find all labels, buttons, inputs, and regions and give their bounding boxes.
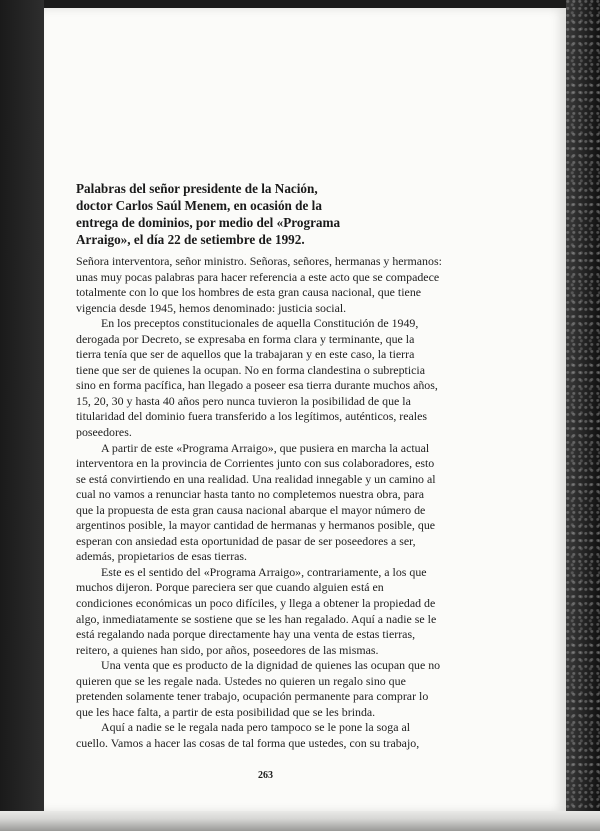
body-text-line: condiciones económicas un poco difíciles, y llega a obtener la propiedad de [76,596,436,611]
body-text-line: que les hace falta, a partir de esta posibilidad que se les brinda. [76,704,376,719]
body-text-line: argentinos posible, la mayor cantidad de hermanas y hermanos posible, que [76,518,436,533]
body-text-line: Aquí a nadie se le regala nada pero tampoco se le pone la soga al [101,720,411,735]
body-text-line: A partir de este «Programa Arraigo», que pusiera en marcha la actual [101,440,430,455]
body-text-line: que la propuesta de esta gran causa nacional abarque el mayor número de [76,502,426,517]
body-text-line: derogada por Decreto, se expresaba en forma clara y terminante, que la [76,331,415,346]
speech-heading [76,180,376,248]
body-text-line: unas muy pocas palabras para hacer referencia a este acto que se compadece [76,269,440,284]
scan-bottom-border [0,811,600,831]
body-text-line: tierra tenía que ser de aquellos que la trabajaran y en este caso, la tierra [76,347,415,362]
body-text-line: además, propietarios de esas tierras. [76,549,248,564]
body-text-line: reitero, a quienes han sido, por años, poseedores de las mismas. [76,642,379,657]
body-text-line: interventora en la provincia de Corrientes junto con sus colaboradores, esto [76,456,435,471]
body-text-line: quieren que se les regale nada. Ustedes no quieren un regalo sino que [76,673,406,688]
scan-left-border [0,0,44,831]
scan-right-border [566,0,600,831]
page-number: 263 [258,770,273,781]
body-text-line: totalmente con lo que los hombres de esta gran causa nacional, que tiene [76,285,422,300]
body-text-line: muchos dijeron. Porque pareciera ser que cuando alguien está en [76,580,384,595]
speech-body [76,254,496,752]
body-text-line: está regalando nada porque directamente hay una venta de estas tierras, [76,627,416,642]
body-text-line: cuello. Vamos a hacer las cosas de tal forma que ustedes, con su trabajo, [76,735,420,750]
body-text-line: En los preceptos constitucionales de aquella Constitución de 1949, [101,316,419,331]
body-text-line: vigencia desde 1945, hemos denominado: justicia social. [76,300,347,315]
heading-line: entrega de dominios, por medio del «Programa [76,215,341,230]
body-text-line: Este es el sentido del «Programa Arraigo», contrariamente, a los que [101,564,427,579]
body-text-line: pretenden solamente tener trabajo, ocupación permanente para comprar lo [76,689,429,704]
heading-line: Palabras del señor presidente de la Nación, [76,181,318,196]
body-text-line: sino en forma pacífica, han llegado a poseer esa tierra durante muchos años, [76,378,438,393]
body-text-line: algo, inmediatamente se sostiene que se les han regalado. Aquí a nadie se le [76,611,437,626]
body-text-line: se está convirtiendo en una realidad. Una realidad innegable y un camino al [76,471,436,486]
body-text-line: Señora interventora, señor ministro. Señoras, señores, hermanas y hermanos: [76,254,442,268]
body-text-line: esperan con ansiedad esta oportunidad de pasar de ser poseedores a ser, [76,533,416,548]
body-text-line: Una venta que es producto de la dignidad de quienes las ocupan que no [101,658,441,673]
body-text-line: titularidad del dominio fuera transferido a los legítimos, auténticos, reales [76,409,428,424]
heading-line: doctor Carlos Saúl Menem, en ocasión de la [76,198,322,213]
heading-line: Arraigo», el día 22 de setiembre de 1992. [76,232,305,247]
body-text-line: poseedores. [76,425,132,440]
body-text-line: 15, 20, 30 y hasta 40 años pero nunca tuvieron la posibilidad de que la [76,393,411,408]
body-text-line: tiene que ser de quienes la ocupan. No en forma clandestina o subrepticia [76,362,425,377]
body-text-line: cual no vamos a renunciar hasta tanto no completemos nuestra obra, para [76,487,425,502]
